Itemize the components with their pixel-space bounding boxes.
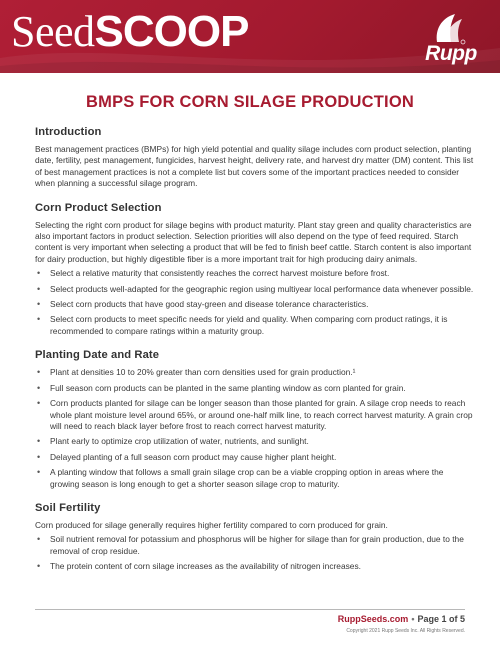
section-heading: Corn Product Selection [35,201,162,214]
bullet-list [35,367,475,490]
bullet-icon: • [37,561,41,572]
list-item-text: Delayed planting of a full season corn product may cause higher plant height. [50,451,337,462]
section-introduction [35,126,475,190]
bullet-icon: • [37,534,41,545]
bullet-icon: • [37,367,41,378]
section-paragraph: Best management practices (BMPs) for high yield potential and quality silage includes corn product selection, planting date, fertility, pest management, fungicides, harvest height, delivery rate, and harvest dry matter (DM) content. This list of best management practices is not a complete list but covers some of the important practices needed to consider when planning a successful silage program. [35,144,474,189]
list-item [35,436,475,447]
list-item [35,561,475,572]
list-item-text: Plant early to optimize crop utilization of water, nutrients, and sunlight. [50,436,309,447]
bullet-icon: • [37,398,41,409]
footer [338,614,465,624]
main-content [35,126,475,585]
section-soil-fertility [35,502,475,573]
bullet-icon: • [37,436,41,447]
section-paragraph: Selecting the right corn product for silage begins with product maturity. Plant stay green and quality characteristics are also important factors in product selection. Selection priorities will also depend on the type of feed required. Starch content is very important when selecting a product that will be fed to finish beef cattle. Starch content is also important for dairy production, but highly digestible fiber is a more important trait for high producing dairy animals. [35,219,472,264]
bullet-icon: • [37,467,41,478]
section-heading: Soil Fertility [35,501,101,514]
header-banner [0,0,500,73]
bullet-icon: • [37,382,41,393]
section-corn-product-selection [35,202,475,338]
list-item [35,467,475,490]
section-paragraph: Corn produced for silage generally requires higher fertility compared to corn produced for grain. [35,519,388,530]
section-planting-date-rate [35,349,475,490]
brand-seed-text: Seed [11,7,95,56]
list-item-text: Select a relative maturity that consistently reaches the correct harvest moisture before frost. [50,268,390,279]
list-item-text: The protein content of corn silage increases as the availability of nitrogen increases. [50,561,361,572]
page-title: BMPS FOR CORN SILAGE PRODUCTION [86,93,414,111]
list-item [35,398,475,432]
section-heading: Planting Date and Rate [35,349,160,362]
rupp-leaf-icon [429,12,467,46]
list-item-text: Soil nutrient removal for potassium and phosphorus will be higher for silage than for grain production, due to the removal of crop residue. [50,534,464,556]
rupp-logo [416,12,486,64]
footer-page-number: Page 1 of 5 [417,614,465,624]
bullet-icon: • [37,283,41,294]
section-heading: Introduction [35,126,102,138]
list-item [35,452,475,463]
list-item [35,299,475,310]
brand-title [11,7,249,56]
list-item [35,383,475,394]
brand-scoop-text: SCOOP [94,7,249,56]
list-item-text: Full season corn products can be planted in the same planting window as corn planted for grain. [50,382,406,393]
footer-divider [35,609,465,610]
list-item [35,268,475,279]
footer-separator: • [411,614,415,624]
list-item [35,314,475,337]
bullet-list [35,534,475,572]
list-item-text: Select products well-adapted for the geographic region using multiyear local performance data whenever possible. [50,283,474,294]
list-item [35,534,475,557]
rupp-logo-text: Rupp [425,42,477,65]
bullet-icon: • [37,268,41,279]
bullet-list [35,268,475,337]
list-item [35,367,475,378]
list-item-text: Plant at densities 10 to 20% greater than corn densities used for grain production.¹ [50,367,356,378]
bullet-icon: • [37,299,41,310]
footer-website-link[interactable]: RuppSeeds.com [337,614,409,624]
bullet-icon: • [37,451,41,462]
bullet-icon: • [37,314,41,325]
list-item-text: A planting window that follows a small grain silage crop can be a viable cropping option in areas where the growing season is long enough to get a shorter season silage crop to maturity. [50,467,444,489]
list-item-text: Select corn products to meet specific needs for yield and quality. When comparing corn product ratings, it is recommended to compare ratings within a maturity group. [50,314,448,336]
list-item [35,284,475,295]
list-item-text: Select corn products that have good stay-green and disease tolerance characteristics. [50,299,369,310]
footer-copyright: Copyright 2021 Rupp Seeds Inc. All Rights Reserved. [346,628,465,634]
list-item-text: Corn products planted for silage can be longer season than those planted for grain. A silage crop needs to reach whole plant moisture level around 65%, or around one-half milk line, to reach correct harvest maturity. A grain crop will need to reach black layer before frost to reach correct harvest maturity. [50,398,473,431]
